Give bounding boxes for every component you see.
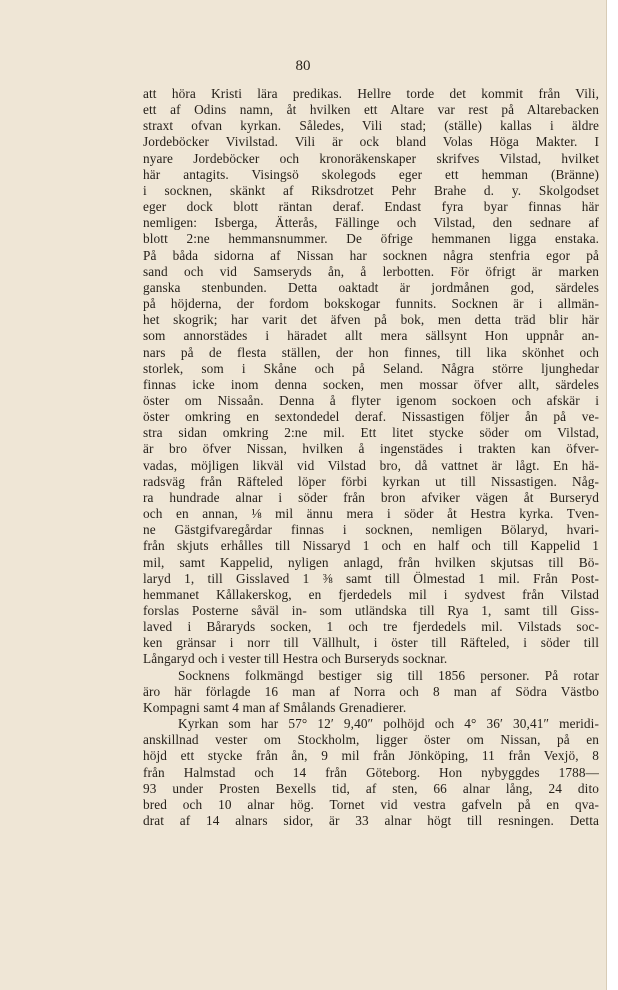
paragraph: [143, 716, 599, 829]
text-line: laryd 1, till Gisslaved 1 ⅜ samt till Ölmestad 1 mil. Från Post-: [143, 570, 599, 586]
text-line: mil, samt Kappelid, nyligen anlagd, från hvilken skjutsas till Bö-: [143, 554, 599, 570]
text-line: blott 2:ne hemmansnummer. De öfrige hemmanen ligga enstaka.: [143, 231, 599, 247]
text-line: är bro öfver Nissan, hvilken å ingenstädes i trakten kan öfver-: [143, 441, 599, 457]
text-line: eger dock blott räntan deraf. Endast fyra byar finnas här: [143, 199, 599, 215]
text-line: från skjuts erhålles till Nissaryd 1 och en half och till Kappelid 1: [143, 538, 599, 554]
text-line: sand och vid Samseryds ån, å lerbotten. För öfrigt är marken: [143, 263, 599, 279]
text-line: i socknen, skänkt af Riksdrotzet Pehr Brahe d. y. Skolgodset: [143, 182, 599, 198]
text-line: drat af 14 alnars sidor, är 33 alnar högt till resningen. Detta: [143, 813, 599, 829]
text-line: ne Gästgifvaregårdar finnas i socknen, nemligen Bölaryd, hvari-: [143, 522, 599, 538]
text-line: här antagits. Visingsö skolegods eger ett hemman (Bränne): [143, 166, 599, 182]
text-line: från Halmstad och 14 från Göteborg. Hon nybyggdes 1788—: [143, 764, 599, 780]
text-line: anskillnad vester om Stockholm, ligger öster om Nissan, på en: [143, 732, 599, 748]
text-line: höjd ett stycke från ån, 9 mil från Jönköping, 11 från Vexjö, 8: [143, 748, 599, 764]
text-line: forslas Posterne såväl in- som utländska till Rya 1, samt till Giss-: [143, 603, 599, 618]
text-line: straxt ofvan kyrkan. Således, Vili stad; (ställe) kallas i äldre: [143, 118, 599, 134]
text-line: på höjderna, der fordom bokskogar funnits. Socknen är i allmän-: [143, 296, 599, 312]
text-line: som annorstädes i häradet allt mera sällsynt Hon uppnår an-: [143, 328, 599, 344]
body-text: [143, 86, 599, 829]
paragraph: [143, 86, 599, 668]
text-line: nyare Jordeböcker och kronoräkenskaper skrifves Vilstad, hvilket: [143, 150, 599, 166]
text-line: laved i Båraryds socken, 1 och tre fjerdedels mil. Vilstads soc-: [143, 619, 599, 635]
text-line: öster omkring en sextondedel deraf. Nissastigen följer ån på ve-: [143, 409, 599, 425]
text-line: stra sidan omkring 2:ne mil. Ett litet stycke söder om Vilstad,: [143, 425, 599, 441]
text-line: att höra Kristi lära predikas. Hellre torde det kommit från Vili,: [143, 86, 599, 101]
text-line: radsväg från Räfteled löper förbi kyrkan ut till Nissastigen. Någ-: [143, 473, 599, 489]
text-line: Kyrkan som har 57° 12′ 9,40″ polhöjd och 4° 36′ 30,41″ meridi-: [178, 716, 599, 732]
text-line: ganska stenbunden. Detta oaktadt är jordmånen god, särdeles: [143, 279, 599, 295]
text-line: äro här förlagde 16 man af Norra och 8 man af Södra Västbo: [143, 683, 599, 699]
text-line: Socknens folkmängd bestiger sig till 1856 personer. På rotar: [178, 667, 599, 683]
text-line: och en annan, ⅛ mil ännu mera i söder åt Hestra kyrka. Tven-: [143, 506, 599, 522]
text-line: ra hundrade alnar i söder från bron afviker vägen åt Burseryd: [143, 489, 599, 505]
text-line: vadas, möjligen likväl vid Vilstad bro, då vattnet är lågt. En hä-: [143, 457, 599, 473]
text-line: bred och 10 alnar hög. Tornet vid vestra gafveln på en qva-: [143, 796, 599, 812]
text-line: finnas icke inom denna socken, men mossar öfver allt, särdeles: [143, 376, 599, 392]
page-number: 80: [295, 58, 311, 74]
text-line: hemmanet Kållakerskog, en fjerdedels mil i sydvest från Vilstad: [143, 586, 599, 602]
text-line: På båda sidorna af Nissan har socknen några stenfria egor på: [143, 247, 599, 263]
text-line: storlek, som i Skåne och på Seland. Några större ljunghedar: [143, 360, 599, 376]
text-line: Långaryd och i vester till Hestra och Burseryds socknar.: [143, 651, 448, 667]
text-line: nemligen: Isberga, Ätterås, Fällinge och Vilstad, den sednare af: [143, 215, 599, 231]
paragraph: [143, 668, 599, 716]
text-line: öster om Nissaån. Denna å flyter igenom sockoen och afskär i: [143, 392, 599, 408]
text-line: het skogrik; har varit det äfven på bok, men detta träd blir här: [143, 312, 599, 328]
text-line: ken gränsar i norr till Vällhult, i öster till Räfteled, i söder till: [143, 635, 599, 651]
text-line: nars på de flesta ställen, der hon finnes, till lika skönhet och: [143, 344, 599, 360]
text-line: ett af Odins namn, åt hvilken ett Altare var rest på Altarebacken: [143, 102, 599, 118]
text-line: Jordeböcker Vivilstad. Vili är ock bland Volas Höga Makter. I: [143, 134, 599, 150]
text-line: 93 under Prosten Bexells tid, af sten, 66 alnar lång, 24 dito: [143, 780, 599, 796]
text-line: Kompagni samt 4 man af Smålands Grenadierer.: [143, 699, 407, 715]
